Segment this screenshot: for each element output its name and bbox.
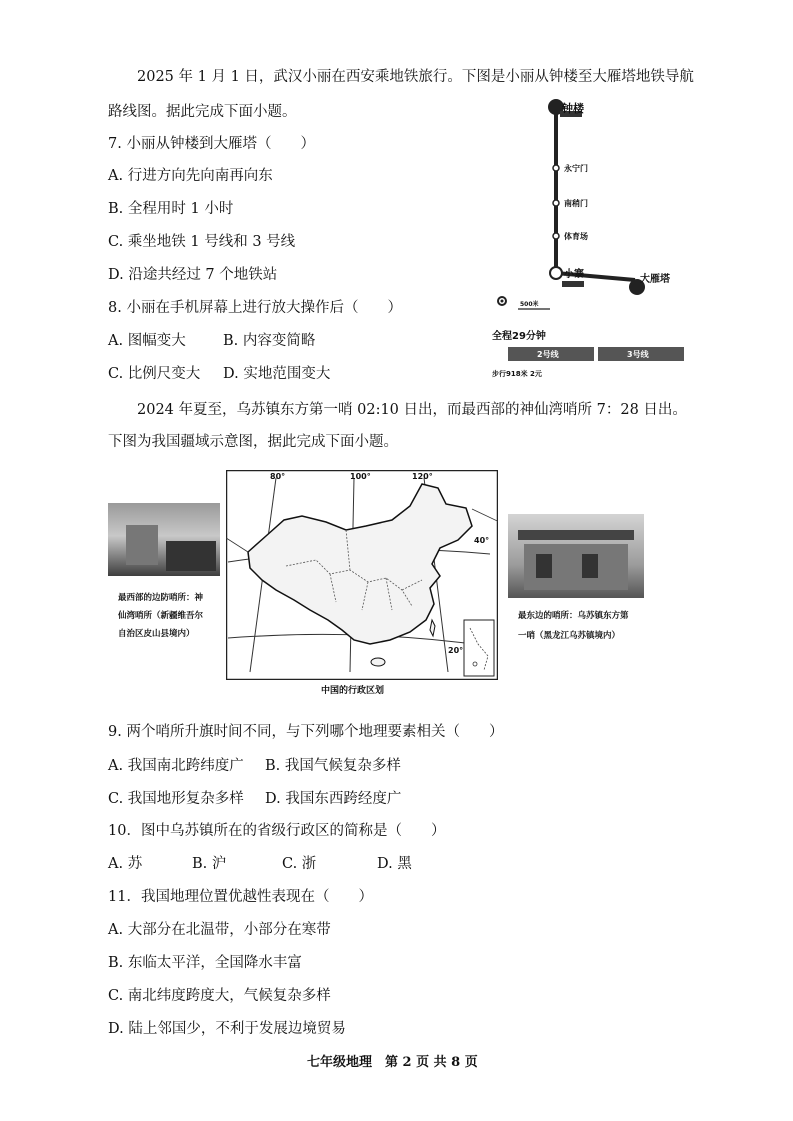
intro1-line2: 路线图。据此完成下面小题。 bbox=[108, 104, 297, 120]
longitude-120-label: 120° bbox=[412, 472, 433, 481]
q8-option-d: D. 实地范围变大 bbox=[223, 366, 331, 382]
q10-option-b: B. 沪 bbox=[192, 856, 227, 872]
transfer-station-icon bbox=[550, 267, 562, 279]
station-dot-icon bbox=[553, 200, 559, 206]
total-time: 全程29分钟 bbox=[492, 331, 546, 342]
q9-option-b: B. 我国气候复杂多样 bbox=[265, 758, 401, 774]
q8-option-c: C. 比例尺变大 bbox=[108, 366, 201, 382]
station-yongningmen: 永宁门 bbox=[564, 164, 588, 173]
q8-stem: 8. 小丽在手机屏幕上进行放大操作后（ ） bbox=[108, 300, 402, 316]
q10-option-c: C. 浙 bbox=[282, 856, 317, 872]
hainan-island bbox=[371, 658, 385, 666]
q7-option-d: D. 沿途共经过 7 个地铁站 bbox=[108, 267, 278, 283]
station-zhonglou: 钟楼 bbox=[562, 102, 584, 115]
metro-route-figure bbox=[490, 95, 690, 385]
q7-option-c: C. 乘坐地铁 1 号线和 3 号线 bbox=[108, 234, 296, 250]
scale-label: 500米 bbox=[520, 301, 539, 308]
latitude-20-label: 20° bbox=[448, 646, 464, 655]
south-china-sea-inset bbox=[464, 620, 494, 676]
longitude-100-label: 100° bbox=[350, 472, 371, 481]
east-caption-2: 一哨（黑龙江乌苏镇境内） bbox=[518, 631, 621, 641]
station-dot-icon bbox=[553, 165, 559, 171]
east-post-photo bbox=[508, 514, 644, 598]
q10-option-a: A. 苏 bbox=[108, 856, 143, 872]
line2-label: 2号线 bbox=[537, 350, 559, 359]
intro2-line1: 2024 年夏至，乌苏镇东方第一哨 02:10 日出，而最西部的神仙湾哨所 7：28 日出。 bbox=[137, 402, 687, 418]
station-tiyuchang: 体育场 bbox=[564, 232, 588, 241]
west-caption-1: 最西部的边防哨所：神 bbox=[118, 593, 204, 603]
latitude-40-label: 40° bbox=[474, 536, 490, 545]
q11-option-c: C. 南北纬度跨度大，气候复杂多样 bbox=[108, 988, 331, 1004]
map-title: 中国的行政区划 bbox=[321, 686, 385, 696]
longitude-80-label: 80° bbox=[270, 472, 286, 481]
q7-option-a: A. 行进方向先向南再向东 bbox=[108, 168, 273, 184]
walk-fare: 步行918米 2元 bbox=[492, 370, 542, 378]
q9-option-a: A. 我国南北跨纬度广 bbox=[108, 758, 244, 774]
q11-option-a: A. 大部分在北温带，小部分在寒带 bbox=[108, 922, 331, 938]
west-caption-2: 仙湾哨所（新疆维吾尔 bbox=[118, 611, 204, 621]
intro2-line2: 下图为我国疆域示意图，据此完成下面小题。 bbox=[108, 434, 398, 450]
west-caption-3: 自治区皮山县境内） bbox=[118, 629, 195, 639]
q7-stem: 7. 小丽从钟楼到大雁塔（ ） bbox=[108, 136, 315, 152]
q8-option-a: A. 图幅变大 bbox=[108, 333, 186, 349]
q9-stem: 9. 两个哨所升旗时间不同，与下列哪个地理要素相关（ ） bbox=[108, 724, 504, 740]
west-post-photo bbox=[108, 503, 220, 576]
q11-option-d: D. 陆上邻国少，不利于发展边境贸易 bbox=[108, 1021, 346, 1037]
q9-option-d: D. 我国东西跨经度广 bbox=[265, 791, 402, 807]
station-xiaozhai: 小寨 bbox=[564, 269, 584, 280]
station-dayanta: 大雁塔 bbox=[640, 274, 670, 285]
east-caption-1: 最东边的哨所：乌苏镇东方第 bbox=[518, 611, 629, 621]
q11-stem: 11．我国地理位置优越性表现在（ ） bbox=[108, 889, 373, 905]
intro1-line1: 2025 年 1 月 1 日，武汉小丽在西安乘地铁旅行。下图是小丽从钟楼至大雁塔地铁导航 bbox=[137, 69, 694, 85]
station-dot-icon bbox=[553, 233, 559, 239]
q10-stem: 10．图中乌苏镇所在的省级行政区的简称是（ ） bbox=[108, 823, 446, 839]
q11-option-b: B. 东临太平洋，全国降水丰富 bbox=[108, 955, 302, 971]
q9-option-c: C. 我国地形复杂多样 bbox=[108, 791, 244, 807]
page-footer: 七年级地理 第 2 页 共 8 页 bbox=[307, 1055, 478, 1070]
q10-option-d: D. 黑 bbox=[377, 856, 412, 872]
line3-label: 3号线 bbox=[627, 350, 649, 359]
q8-option-b: B. 内容变简略 bbox=[223, 333, 316, 349]
station-nanshaomen: 南稍门 bbox=[564, 199, 588, 208]
china-map bbox=[226, 470, 498, 680]
q7-option-b: B. 全程用时 1 小时 bbox=[108, 201, 234, 217]
